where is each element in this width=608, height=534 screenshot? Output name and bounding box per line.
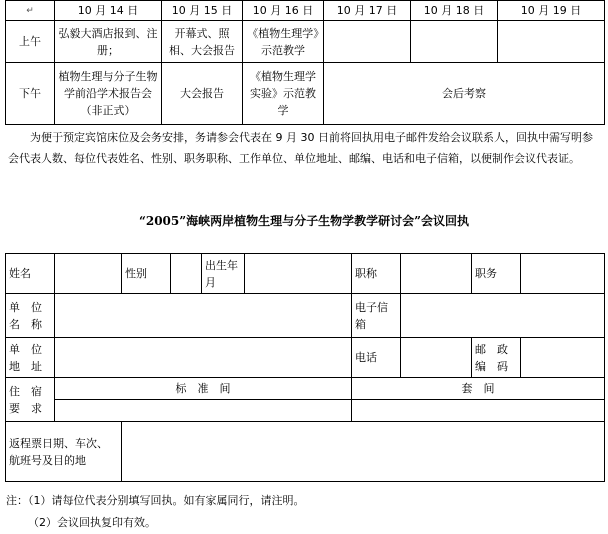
unit-address-label: 单 位 地 址 (6, 338, 55, 378)
position-label: 职务 (472, 254, 521, 294)
schedule-cell: 大会报告 (162, 63, 243, 125)
return-ticket-label: 返程票日期、车次、航班号及目的地 (6, 422, 122, 482)
schedule-header: 10 月 19 日 (498, 1, 605, 21)
unit-name-label: 单 位 名 称 (6, 294, 55, 338)
name-field[interactable] (55, 254, 122, 294)
birth-field[interactable] (245, 254, 352, 294)
am-label: 上午 (6, 21, 55, 63)
schedule-cell: 弘毅大酒店报到、注册； (55, 21, 162, 63)
schedule-cell: 开幕式、照相、大会报告 (162, 21, 243, 63)
schedule-header: 10 月 14 日 (55, 1, 162, 21)
schedule-header: 10 月 15 日 (162, 1, 243, 21)
title-field[interactable] (401, 254, 472, 294)
reply-form-table (5, 253, 605, 482)
gender-field[interactable] (171, 254, 202, 294)
note-2: （2）会议回执复印有效。 (28, 516, 156, 529)
schedule-cell: 《植物生理学》示范教学 (243, 21, 324, 63)
schedule-cell: 植物生理与分子生物学前沿学术报告会（非正式） (55, 63, 162, 125)
lodging-label: 住 宿 要 求 (6, 378, 55, 422)
unit-address-field[interactable] (55, 338, 352, 378)
schedule-header: 10 月 18 日 (411, 1, 498, 21)
standard-room-label: 标 准 间 (55, 378, 352, 400)
position-field[interactable] (521, 254, 605, 294)
schedule-cell: 《植物生理学实验》示范教学 (243, 63, 324, 125)
birth-label: 出生年月 (202, 254, 245, 294)
pm-label: 下午 (6, 63, 55, 125)
notes (6, 490, 305, 534)
schedule-corner: ↵ (6, 1, 55, 21)
schedule-table (5, 0, 605, 125)
zip-field[interactable] (521, 338, 605, 378)
phone-field[interactable] (401, 338, 472, 378)
note-1: 注：（1）请每位代表分别填写回执。如有家属同行，请注明。 (6, 494, 305, 507)
instruction-paragraph: 为便于预定宾馆床位及会务安排，务请参会代表在 9 月 30 日前将回执用电子邮件发给会议联系人，回执中需写明参会代表人数、每位代表姓名、性别、职务职称、工作单位、单位地址、邮编、电话和电子信箱，以便制作会议代表证。 (8, 131, 593, 165)
email-field[interactable] (401, 294, 605, 338)
email-label: 电子信箱 (352, 294, 401, 338)
schedule-header: 10 月 16 日 (243, 1, 324, 21)
title-label: 职称 (352, 254, 401, 294)
zip-label: 邮 政 编 码 (472, 338, 521, 378)
schedule-empty (324, 21, 411, 63)
phone-label: 电话 (352, 338, 401, 378)
return-ticket-field[interactable] (122, 422, 605, 482)
schedule-empty (411, 21, 498, 63)
gender-label: 性别 (122, 254, 171, 294)
schedule-empty (498, 21, 605, 63)
unit-name-field[interactable] (55, 294, 352, 338)
form-title: “2005”海峡两岸植物生理与分子生物学教学研讨会”会议回执 (138, 214, 470, 228)
schedule-header: 10 月 17 日 (324, 1, 411, 21)
name-label: 姓名 (6, 254, 55, 294)
schedule-cell-tour: 会后考察 (324, 63, 605, 125)
suite-label: 套 间 (352, 378, 605, 400)
suite-field[interactable] (352, 400, 605, 422)
standard-room-field[interactable] (55, 400, 352, 422)
